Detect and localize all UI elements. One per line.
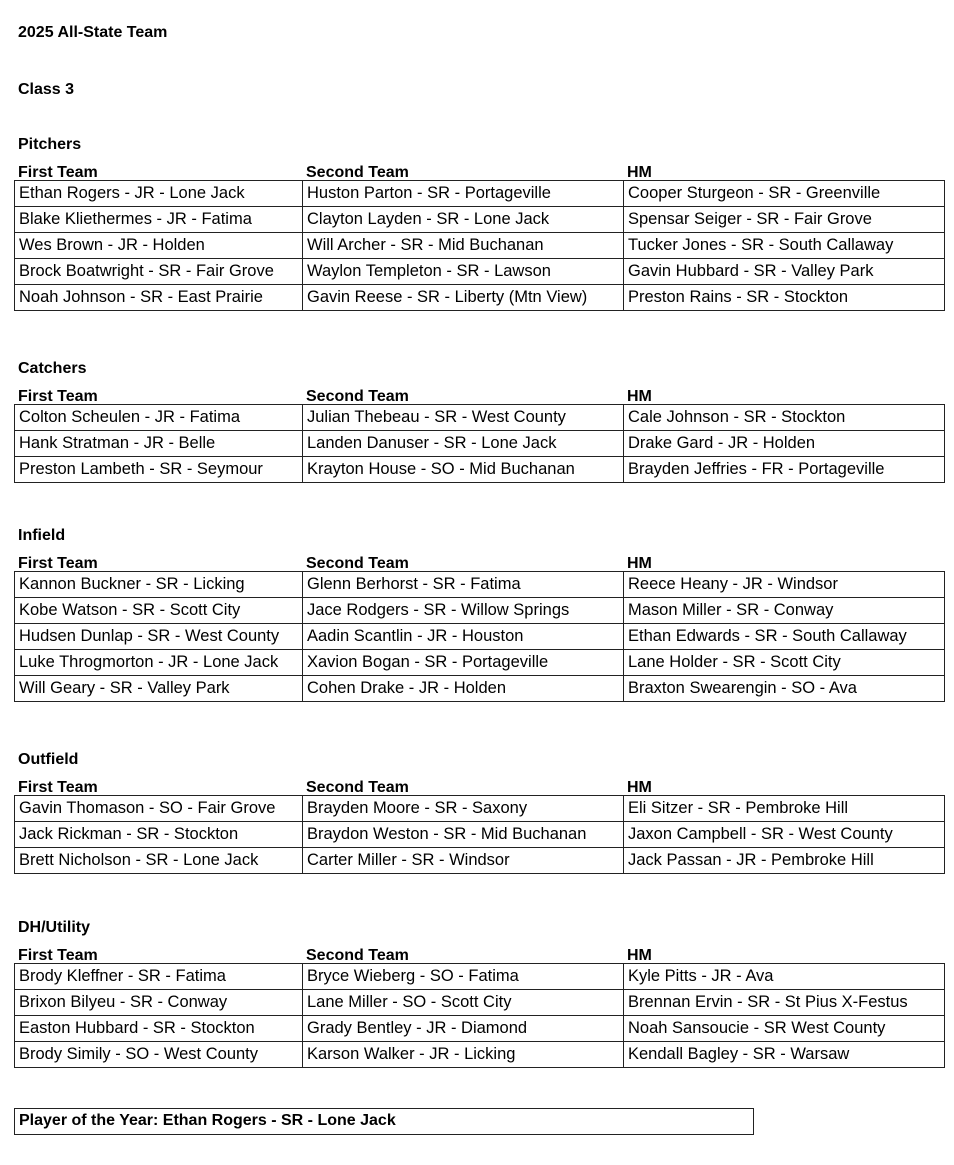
player-of-the-year: Player of the Year: Ethan Rogers - SR - Lone Jack	[14, 1108, 754, 1135]
player-cell: Grady Bentley - JR - Diamond	[303, 1016, 624, 1042]
player-cell: Cale Johnson - SR - Stockton	[624, 405, 945, 431]
player-cell: Jack Passan - JR - Pembroke Hill	[624, 848, 945, 874]
player-cell: Huston Parton - SR - Portageville	[303, 181, 624, 207]
column-header: Second Team	[306, 555, 409, 572]
roster-table	[14, 404, 945, 483]
column-header: HM	[627, 555, 652, 572]
player-cell: Waylon Templeton - SR - Lawson	[303, 259, 624, 285]
roster-table	[14, 795, 945, 874]
player-cell: Wes Brown - JR - Holden	[15, 233, 303, 259]
table-row	[15, 1016, 945, 1042]
player-cell: Carter Miller - SR - Windsor	[303, 848, 624, 874]
player-cell: Landen Danuser - SR - Lone Jack	[303, 431, 624, 457]
player-cell: Will Archer - SR - Mid Buchanan	[303, 233, 624, 259]
player-cell: Brayden Moore - SR - Saxony	[303, 796, 624, 822]
column-header: HM	[627, 947, 652, 964]
player-cell: Kannon Buckner - SR - Licking	[15, 572, 303, 598]
player-cell: Eli Sitzer - SR - Pembroke Hill	[624, 796, 945, 822]
table-row	[15, 624, 945, 650]
column-header: Second Team	[306, 164, 409, 181]
column-header: HM	[627, 164, 652, 181]
player-cell: Jace Rodgers - SR - Willow Springs	[303, 598, 624, 624]
player-cell: Kobe Watson - SR - Scott City	[15, 598, 303, 624]
player-cell: Xavion Bogan - SR - Portageville	[303, 650, 624, 676]
player-cell: Reece Heany - JR - Windsor	[624, 572, 945, 598]
player-cell: Julian Thebeau - SR - West County	[303, 405, 624, 431]
player-cell: Noah Sansoucie - SR West County	[624, 1016, 945, 1042]
player-cell: Gavin Hubbard - SR - Valley Park	[624, 259, 945, 285]
column-header: First Team	[18, 388, 98, 405]
column-header: Second Team	[306, 779, 409, 796]
column-header: Second Team	[306, 388, 409, 405]
player-cell: Gavin Thomason - SO - Fair Grove	[15, 796, 303, 822]
player-cell: Clayton Layden - SR - Lone Jack	[303, 207, 624, 233]
player-cell: Colton Scheulen - JR - Fatima	[15, 405, 303, 431]
table-row	[15, 650, 945, 676]
player-cell: Preston Rains - SR - Stockton	[624, 285, 945, 311]
table-row	[15, 676, 945, 702]
table-row	[15, 259, 945, 285]
player-cell: Brody Kleffner - SR - Fatima	[15, 964, 303, 990]
player-cell: Lane Miller - SO - Scott City	[303, 990, 624, 1016]
table-row	[15, 457, 945, 483]
player-cell: Kendall Bagley - SR - Warsaw	[624, 1042, 945, 1068]
page-title: 2025 All-State Team	[18, 24, 168, 41]
player-cell: Krayton House - SO - Mid Buchanan	[303, 457, 624, 483]
table-row	[15, 1042, 945, 1068]
player-cell: Gavin Reese - SR - Liberty (Mtn View)	[303, 285, 624, 311]
player-cell: Will Geary - SR - Valley Park	[15, 676, 303, 702]
player-cell: Brayden Jeffries - FR - Portageville	[624, 457, 945, 483]
table-row	[15, 405, 945, 431]
player-cell: Hank Stratman - JR - Belle	[15, 431, 303, 457]
table-row	[15, 822, 945, 848]
section-title: Infield	[18, 527, 66, 544]
class-label: Class 3	[18, 81, 75, 98]
player-cell: Jaxon Campbell - SR - West County	[624, 822, 945, 848]
player-cell: Lane Holder - SR - Scott City	[624, 650, 945, 676]
table-row	[15, 181, 945, 207]
player-cell: Brody Simily - SO - West County	[15, 1042, 303, 1068]
player-cell: Karson Walker - JR - Licking	[303, 1042, 624, 1068]
player-cell: Bryce Wieberg - SO - Fatima	[303, 964, 624, 990]
table-row	[15, 848, 945, 874]
table-row	[15, 990, 945, 1016]
table-row	[15, 233, 945, 259]
player-cell: Mason Miller - SR - Conway	[624, 598, 945, 624]
player-cell: Ethan Rogers - JR - Lone Jack	[15, 181, 303, 207]
player-cell: Brett Nicholson - SR - Lone Jack	[15, 848, 303, 874]
player-cell: Tucker Jones - SR - South Callaway	[624, 233, 945, 259]
player-cell: Ethan Edwards - SR - South Callaway	[624, 624, 945, 650]
player-cell: Glenn Berhorst - SR - Fatima	[303, 572, 624, 598]
table-row	[15, 572, 945, 598]
player-cell: Spensar Seiger - SR - Fair Grove	[624, 207, 945, 233]
section-title: Pitchers	[18, 136, 82, 153]
player-cell: Hudsen Dunlap - SR - West County	[15, 624, 303, 650]
table-row	[15, 431, 945, 457]
section-title: Catchers	[18, 360, 87, 377]
player-cell: Braxton Swearengin - SO - Ava	[624, 676, 945, 702]
table-row	[15, 796, 945, 822]
player-cell: Preston Lambeth - SR - Seymour	[15, 457, 303, 483]
roster-table	[14, 571, 945, 702]
player-cell: Easton Hubbard - SR - Stockton	[15, 1016, 303, 1042]
column-header: First Team	[18, 164, 98, 181]
section-title: DH/Utility	[18, 919, 90, 936]
player-cell: Brennan Ervin - SR - St Pius X-Festus	[624, 990, 945, 1016]
column-header: HM	[627, 388, 652, 405]
roster-table	[14, 180, 945, 311]
player-cell: Luke Throgmorton - JR - Lone Jack	[15, 650, 303, 676]
column-header: First Team	[18, 947, 98, 964]
player-cell: Kyle Pitts - JR - Ava	[624, 964, 945, 990]
player-cell: Cooper Sturgeon - SR - Greenville	[624, 181, 945, 207]
section-title: Outfield	[18, 751, 79, 768]
column-header: Second Team	[306, 947, 409, 964]
roster-table	[14, 963, 945, 1068]
table-row	[15, 207, 945, 233]
column-header: HM	[627, 779, 652, 796]
player-cell: Drake Gard - JR - Holden	[624, 431, 945, 457]
player-cell: Aadin Scantlin - JR - Houston	[303, 624, 624, 650]
table-row	[15, 598, 945, 624]
table-row	[15, 964, 945, 990]
player-cell: Brixon Bilyeu - SR - Conway	[15, 990, 303, 1016]
table-row	[15, 285, 945, 311]
player-cell: Blake Kliethermes - JR - Fatima	[15, 207, 303, 233]
column-header: First Team	[18, 555, 98, 572]
player-cell: Noah Johnson - SR - East Prairie	[15, 285, 303, 311]
player-cell: Brock Boatwright - SR - Fair Grove	[15, 259, 303, 285]
player-cell: Cohen Drake - JR - Holden	[303, 676, 624, 702]
player-cell: Braydon Weston - SR - Mid Buchanan	[303, 822, 624, 848]
column-header: First Team	[18, 779, 98, 796]
player-cell: Jack Rickman - SR - Stockton	[15, 822, 303, 848]
